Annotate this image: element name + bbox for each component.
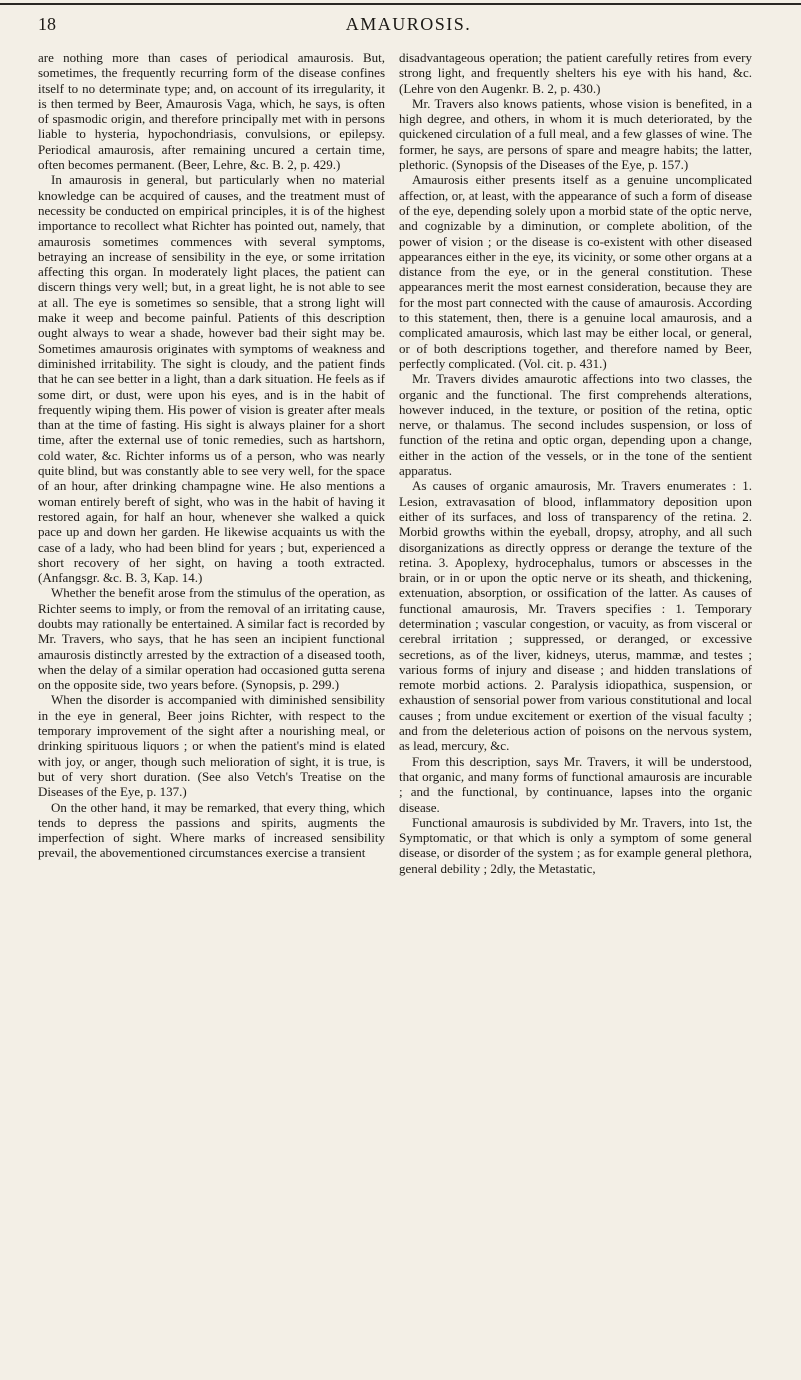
page-header [38,14,779,42]
page-number: 18 [38,14,56,34]
running-head: AMAUROSIS. [345,14,472,34]
paragraph: From this description, says Mr. Travers, it will be understood, that organic, and many forms of functional amaurosis are incurable ; and the functional, by continuance, lapses into the organic disease. [399,753,752,815]
paragraph: On the other hand, it may be remarked, that every thing, which tends to depress the passions and spirits, augments the imperfection of sight. Where marks of increased sensibility prevail, the abovementioned circumstances exercise a transient [38,799,385,861]
paragraph: Whether the benefit arose from the stimulus of the operation, as Richter seems to imply, or from the removal of an irritating cause, doubts may rationally be entertained. A similar fact is recorded by Mr. Travers, who says, that he has seen an incipient functional amaurosis distinctly arrested by the extraction of a diseased tooth, when the delay of a similar operation had occasioned gutta serena on the opposite side, two years before. (Synopsis, p. 299.) [38,585,385,693]
paragraph: Functional amaurosis is subdivided by Mr. Travers, into 1st, the Symptomatic, or that which is only a symptom of some general disease, or disorder of the system ; as for example general plethora, general debility ; 2dly, the Metastatic, [399,814,752,876]
paragraph: disadvantageous operation; the patient carefully retires from every strong light, and frequently shelters his eye with his hand, &c. (Lehre von den Augenkr. B. 2, p. 430.) [399,50,752,96]
paragraph: Mr. Travers divides amaurotic affections into two classes, the organic and the functional. The first comprehends alterations, however induced, in the texture, or position of the retina, optic nerve, or thalamus. The second includes suspension, or loss of function of the retina and optic organ, depending upon a change, either in the action of the vessels, or in the tone of the sentient apparatus. [399,371,752,479]
paragraph: are nothing more than cases of periodical amaurosis. But, sometimes, the frequently recurring form of the disease confines itself to no determinate type; and, on account of its irregularity, it is then termed by Beer, Amaurosis Vaga, which, he says, is often of spasmodic origin, and therefore principally met with in persons liable to hysteria, hypochondriasis, convulsions, or epilepsy. Periodical amaurosis, after remaining uncured a certain time, often becomes permanent. (Beer, Lehre, &c. B. 2, p. 429.) [38,50,385,173]
paragraph: Mr. Travers also knows patients, whose vision is benefited, in a high degree, and others, in whom it is much deteriorated, by the quickened circulation of a full meal, and a few glasses of wine. The former, he says, are persons of spare and meagre habits; the latter, plethoric. (Synopsis of the Diseases of the Eye, p. 157.) [399,95,752,173]
paragraph: As causes of organic amaurosis, Mr. Travers enumerates : 1. Lesion, extravasation of blood, inflammatory deposition upon either of its surfaces, and loss of transparency of the retina. 2. Morbid growths within the eyeball, dropsy, atrophy, and all such disorganizations as directly oppress or derange the texture of the retina. 3. Apoplexy, hydrocephalus, tumors or abscesses in the brain, or in or upon the optic nerve or its sheath, and thickening, extenuation, absorption, or ossification of the latter. As causes of functional amaurosis, Mr. Travers specifies : 1. Temporary determination ; vascular congestion, or vacuity, as from visceral or cerebral irritation ; suppressed, or deranged, or excessive secretions, as of the liver, kidneys, uterus, mammæ, and testes ; various forms of injury and disease ; and hidden translations of remote morbid actions. 2. Paralysis idiopathica, suspension, or exhaustion of sensorial power from various constitutional and local causes ; from undue excitement or exertion of the visual faculty ; and from the deleterious action of poisons on the nervous system, as lead, mercury, &c. [399,478,752,754]
top-rule [0,3,801,5]
right-column [399,50,752,1370]
left-column [38,50,385,1370]
paragraph: In amaurosis in general, but particularly when no material knowledge can be acquired of causes, and the treatment must of necessity be conducted on empirical principles, it is of the highest importance to recollect what Richter has pointed out, namely, that amaurosis sometimes commences with several symptoms, betraying an increase of sensibility in the eye, or some irritation affecting this organ. In moderately light places, the patient can discern things very well; but, in a great light, he is not able to see at all. The eye is sometimes so sensible, that a strong light will make it weep and become painful. Patients of this description ought always to wear a shade, however bad their sight may be. Sometimes amaurosis originates with symptoms of weakness and diminished irritability. The sight is cloudy, and the patient finds that he can see better in a light, than a dark situation. He feels as if some dirt, or dust, were upon his eyes, and is in the habit of frequently wiping them. His power of vision is greater after meals than at the time of fasting. His sight is always plainer for a short time, after the external use of tonic remedies, such as hartshorn, cold water, &c. Richter informs us of a person, who was nearly quite blind, but was constantly able to see very well, for the space of an hour, after drinking champagne wine. He also mentions a woman entirely bereft of sight, who was in the habit of having it restored again, for half an hour, whenever she walked a quick pace up and down her garden. He likewise acquaints us with the case of a lady, who had been blind for years ; but, experienced a short recovery of her sight, on having a tooth extracted. (Anfangsgr. &c. B. 3, Kap. 14.) [38,172,385,586]
paragraph: When the disorder is accompanied with diminished sensibility in the eye in general, Beer joins Richter, with respect to the temporary improvement of the sight after a nourishing meal, or drinking spirituous liquors ; or when the patient's mind is elated with joy, or anger, though such melioration of sight, it is true, is but of very short duration. (See also Vetch's Treatise on the Diseases of the Eye, p. 137.) [38,692,385,800]
paragraph: Amaurosis either presents itself as a genuine uncomplicated affection, or, at least, with the appearance of such a form of disease of the eye, depending solely upon a morbid state of the optic nerve, and cognizable by a diminution, or complete abolition, of the power of vision ; or the disease is co-existent with other diseased appearances either in the eye, its vicinity, or some other organs at a distance from the eye, or in the general constitution. These appearances merit the most earnest consideration, because they are for the most part connected with the cause of amaurosis. According to this statement, then, there is a genuine local amaurosis, and a complicated amaurosis, which last may be either local, or general, or of both descriptions together, and therefore named by Beer, perfectly complicated. (Vol. cit. p. 431.) [399,172,752,371]
